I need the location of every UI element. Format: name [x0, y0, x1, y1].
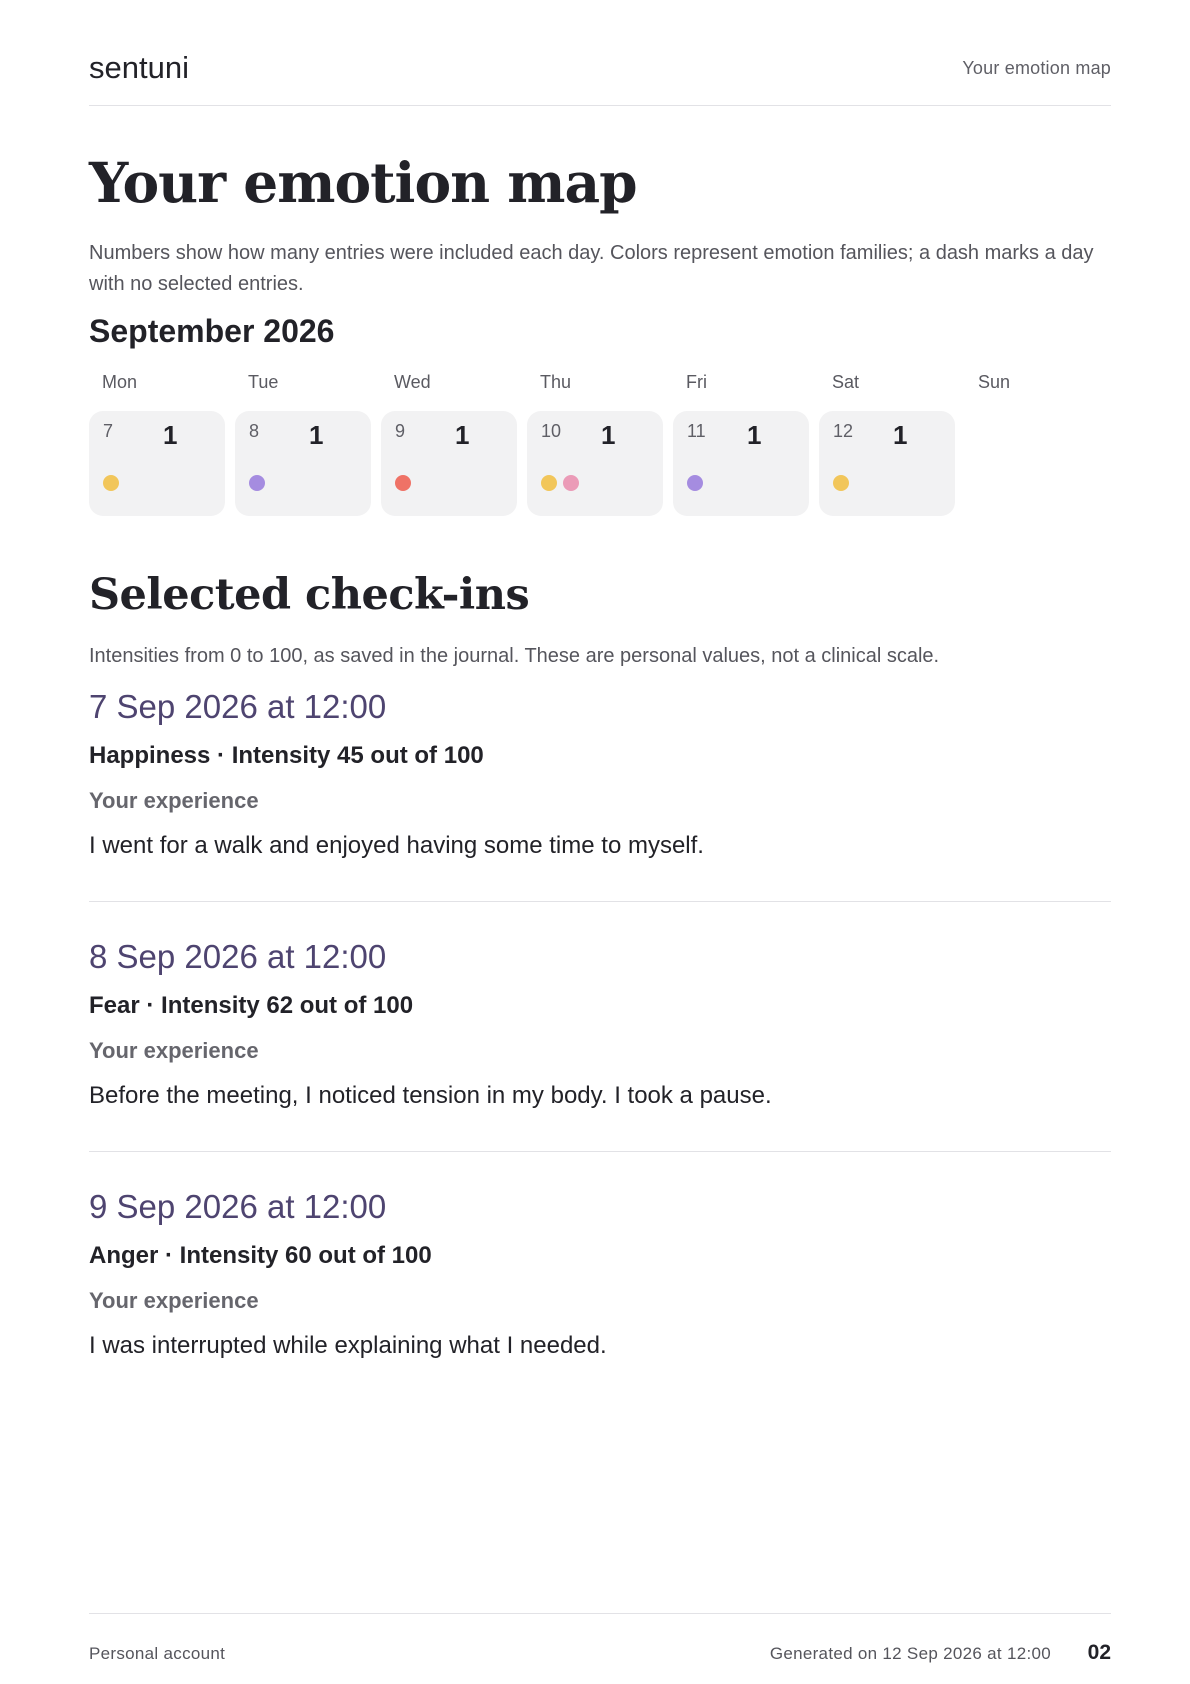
calendar-month-title: September 2026: [89, 313, 335, 349]
calendar-grid: [89, 411, 1111, 517]
entry-divider: [89, 901, 1111, 902]
page-title: Your emotion map: [89, 150, 637, 215]
entry-emotion-intensity: Anger · Intensity 60 out of 100: [89, 1242, 432, 1269]
emotion-family-dot: [103, 475, 119, 491]
entry-experience-label: Your experience: [89, 1038, 259, 1063]
weekday-mon: Mon: [102, 372, 138, 392]
emotion-dots: [541, 475, 585, 491]
emotion-family-dot: [687, 475, 703, 491]
emotion-dots: [687, 475, 709, 491]
emotion-dots: [395, 475, 417, 491]
weekday-tue: Tue: [248, 372, 279, 392]
entry-date: 7 Sep 2026 at 12:00: [89, 688, 387, 725]
weekday-sat: Sat: [832, 372, 860, 392]
entry-emotion-intensity: Happiness · Intensity 45 out of 100: [89, 742, 484, 769]
calendar-day-cell: [819, 411, 955, 516]
entry-date: 8 Sep 2026 at 12:00: [89, 938, 387, 975]
day-number: 11: [687, 421, 706, 441]
emotion-family-dot: [249, 475, 265, 491]
brand-logo: sentuni: [89, 50, 189, 85]
emotion-family-dot: [563, 475, 579, 491]
weekday-fri: Fri: [686, 372, 707, 392]
entry-count: 1: [747, 420, 762, 450]
entry-divider: [89, 1151, 1111, 1152]
emotion-dots: [833, 475, 855, 491]
weekday-thu: Thu: [540, 372, 572, 392]
calendar-day-cell: [235, 411, 371, 516]
entry-count: 1: [163, 420, 178, 450]
page-footer: [89, 1613, 1111, 1664]
day-number: 9: [395, 421, 406, 441]
weekday-sun: Sun: [978, 372, 1011, 392]
emotion-dots: [103, 475, 125, 491]
entry-experience-text: I was interrupted while explaining what I needed.: [89, 1332, 607, 1359]
calendar-day-cell: [381, 411, 517, 516]
entry-count: 1: [601, 420, 616, 450]
header-section-label: Your emotion map: [962, 58, 1111, 78]
entry-emotion-intensity: Fear · Intensity 62 out of 100: [89, 992, 414, 1019]
report-page: [89, 0, 1111, 1684]
entry-experience-text: I went for a walk and enjoyed having some time to myself.: [89, 832, 704, 859]
entry-count: 1: [309, 420, 324, 450]
page-header: [89, 46, 1111, 106]
day-number: 7: [103, 421, 114, 441]
calendar-day-cell: [673, 411, 809, 516]
entry-count: 1: [455, 420, 470, 450]
day-number: 12: [833, 421, 854, 441]
page-description: Numbers show how many entries were included each day. Colors represent emotion families; a dash marks a day with no selected entries.: [89, 242, 1094, 295]
day-number: 8: [249, 421, 260, 441]
calendar-day-cell: [527, 411, 663, 516]
entry-experience-label: Your experience: [89, 788, 259, 813]
checkins-section-description: Intensities from 0 to 100, as saved in the journal. These are personal values, not a clinical scale.: [89, 645, 940, 667]
calendar-weekday-row: [89, 372, 1111, 396]
emotion-family-dot: [833, 475, 849, 491]
emotion-family-dot: [395, 475, 411, 491]
entry-experience-label: Your experience: [89, 1288, 259, 1313]
emotion-dots: [249, 475, 271, 491]
entry-count: 1: [893, 420, 908, 450]
entry-experience-text: Before the meeting, I noticed tension in my body. I took a pause.: [89, 1082, 772, 1109]
page-number: 02: [1087, 1641, 1111, 1664]
calendar-day-cell: [89, 411, 225, 516]
entry-date: 9 Sep 2026 at 12:00: [89, 1188, 387, 1225]
footer-generated-date: Generated on 12 Sep 2026 at 12:00: [769, 1644, 1051, 1663]
emotion-family-dot: [541, 475, 557, 491]
checkins-section-title: Selected check-ins: [89, 570, 530, 620]
footer-account: Personal account: [89, 1644, 226, 1663]
day-number: 10: [541, 421, 562, 441]
weekday-wed: Wed: [394, 372, 431, 392]
